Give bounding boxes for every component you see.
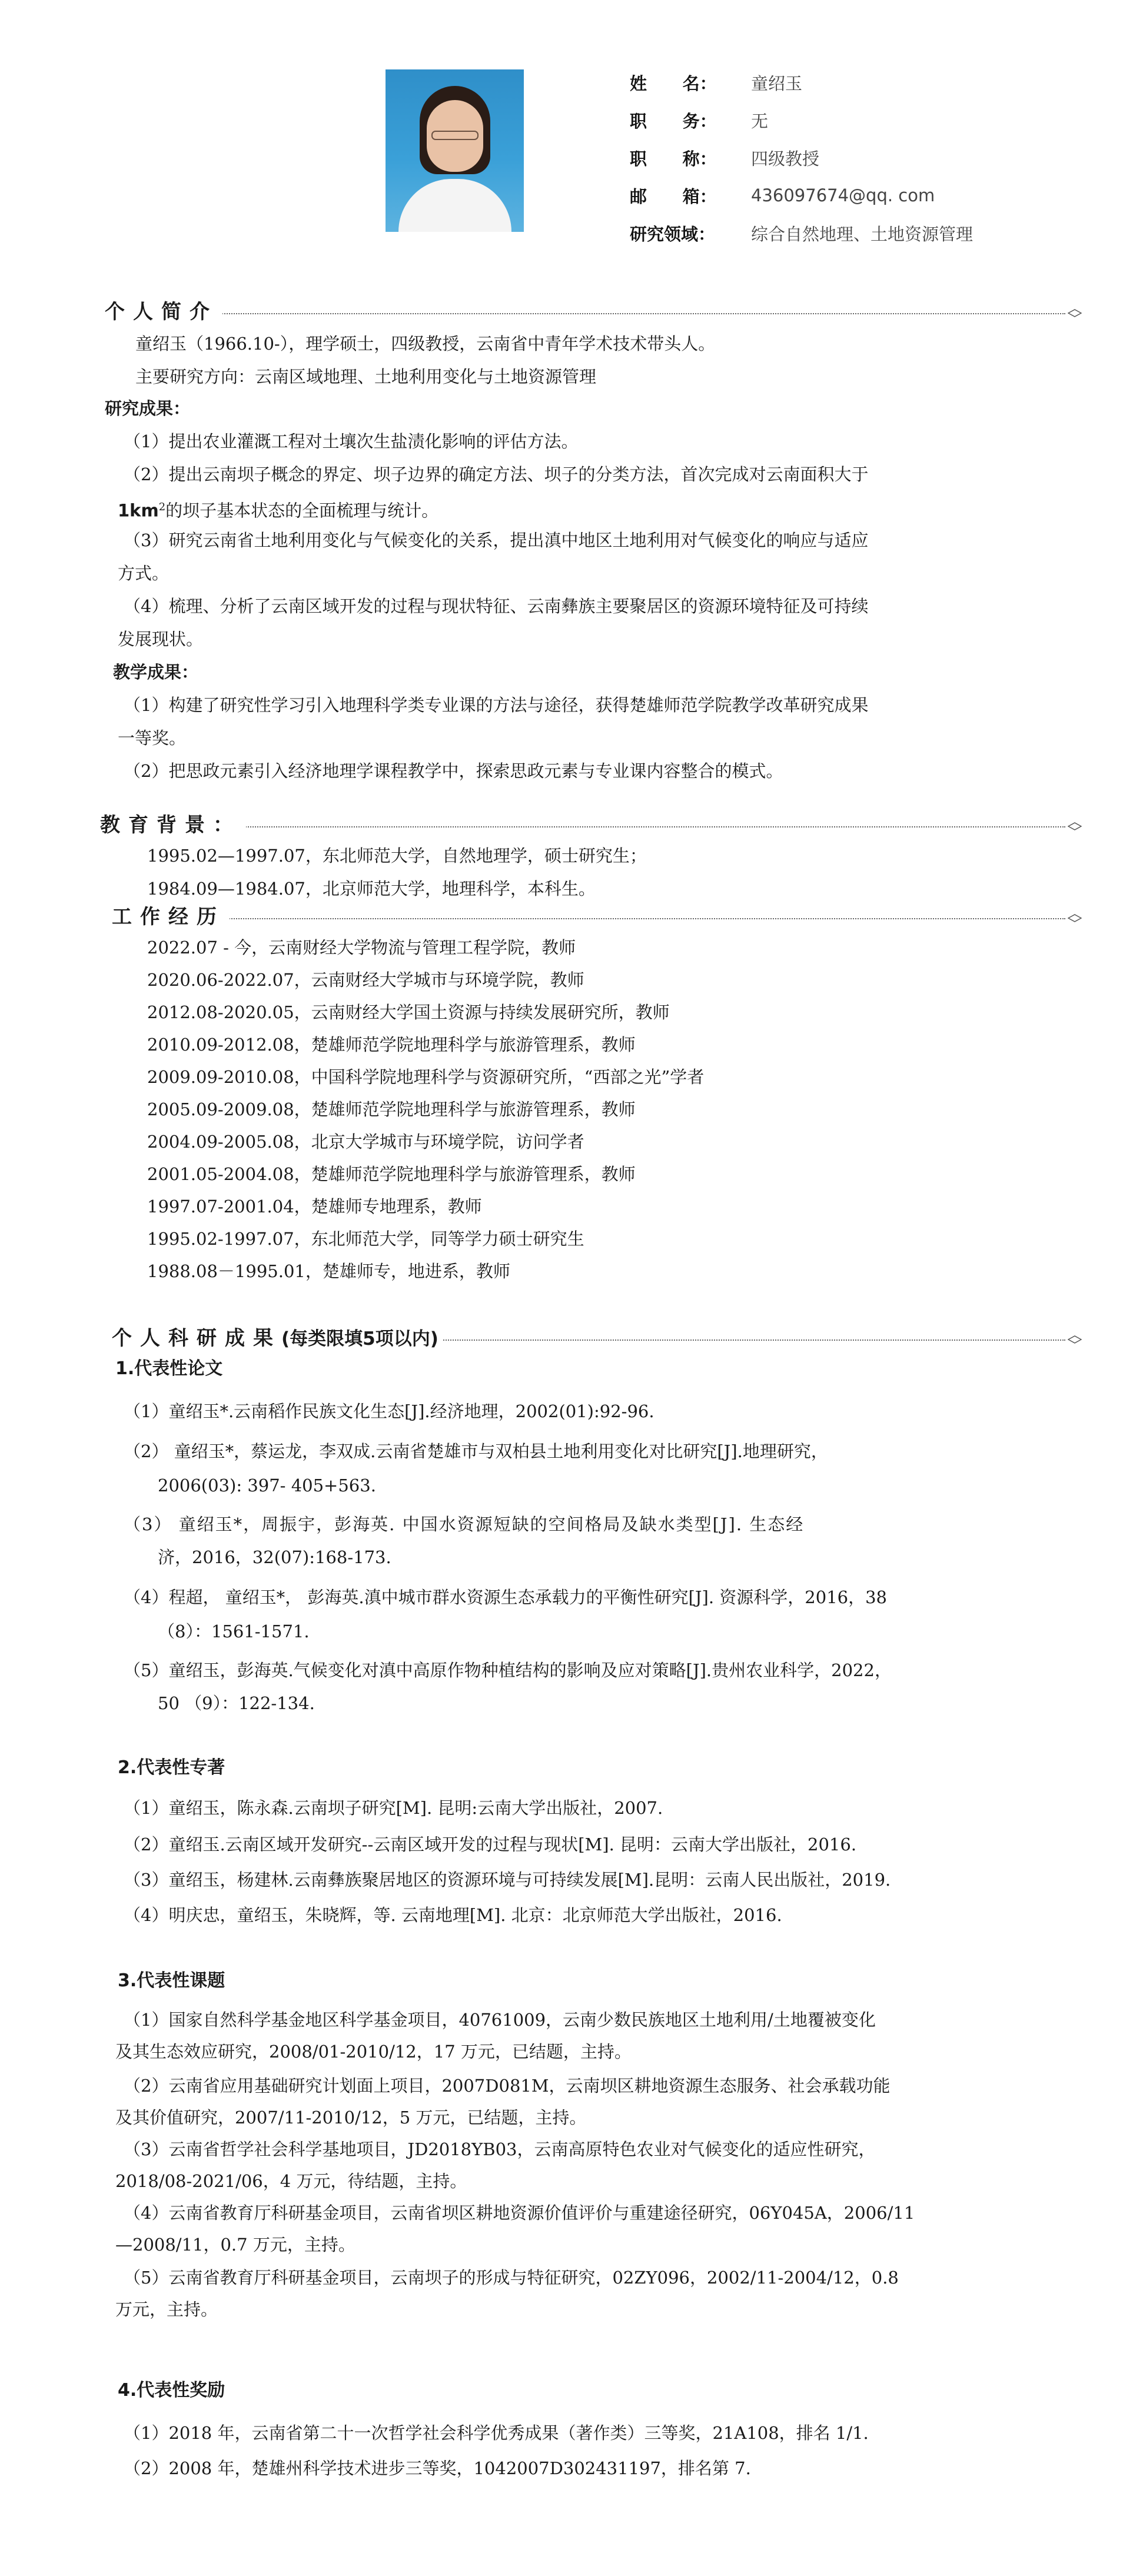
award-item: （2）2008 年，楚雄州科学技术进步三等奖，1042007D302431197，排名第 7. (124, 2458, 751, 2478)
books-heading: 2.代表性专著 (118, 1757, 225, 1778)
diamond-end-icon (1068, 914, 1082, 922)
project-item: （1）国家自然科学基金地区科学基金项目，40761009，云南少数民族地区土地利用/土地覆被变化 (124, 2010, 876, 2030)
title-label: 职 称： (630, 148, 717, 169)
intro-line: （1）提出农业灌溉工程对土壤次生盐渍化影响的评估方法。 (124, 431, 579, 451)
education-item: 1995.02—1997.07，东北师范大学，自然地理学，硕士研究生； (147, 846, 647, 866)
paper-item: 50 （9）：122-134. (158, 1693, 315, 1713)
diamond-end-icon (1068, 822, 1082, 830)
position-label: 职 务： (630, 111, 717, 131)
projects-heading: 3.代表性课题 (118, 1970, 225, 1991)
profile-info (630, 64, 973, 252)
project-item: （3）云南省哲学社会科学基地项目，JD2018YB03，云南高原特色农业对气候变化的适应性研究， (124, 2139, 876, 2159)
field-row (630, 214, 973, 252)
work-item: 2009.09-2010.08，中国科学院地理科学与资源研究所，“西部之光”学者 (147, 1067, 705, 1087)
award-item: （1）2018 年，云南省第二十一次哲学社会科学优秀成果（著作类）三等奖，21A108，排名 1/1. (124, 2423, 869, 2443)
work-item: 2022.07 - 今，云南财经大学物流与管理工程学院，教师 (147, 938, 576, 958)
intro-line: （2）提出云南坝子概念的界定、坝子边界的确定方法、坝子的分类方法，首次完成对云南面积大于 (124, 464, 869, 484)
project-item: 万元，主持。 (115, 2299, 218, 2319)
project-item: 及其生态效应研究，2008/01-2010/12，17 万元，已结题，主持。 (115, 2042, 632, 2062)
name-label: 姓 名： (630, 73, 717, 94)
section-title (112, 1324, 443, 1353)
area-unit: 1km (118, 500, 159, 521)
paper-item: （2） 童绍玉*，蔡运龙，李双成.云南省楚雄市与双柏县土地利用变化对比研究[J].地理研究， (124, 1441, 828, 1461)
book-item: （1）童绍玉，陈永森.云南坝子研究[M]. 昆明:云南大学出版社，2007. (124, 1798, 663, 1818)
intro-line: 方式。 (118, 563, 170, 583)
project-item: —2008/11，0.7 万元，主持。 (115, 2235, 355, 2255)
awards-heading: 4.代表性奖励 (118, 2380, 225, 2401)
research-results-heading: 研究成果： (105, 398, 191, 418)
section-title: 教育背景： (100, 811, 246, 839)
paper-item: （1）童绍玉*.云南稻作民族文化生态[J].经济地理，2002(01):92-96. (124, 1401, 654, 1421)
section-title-text: 个人科研成果 (112, 1327, 281, 1350)
section-title: 工作经历 (112, 903, 230, 931)
email-row (630, 177, 973, 214)
field-value: 综合自然地理、土地资源管理 (751, 224, 973, 244)
section-intro-header (105, 298, 1082, 326)
work-item: 1988.08－1995.01，楚雄师专，地进系，教师 (147, 1261, 510, 1281)
work-item: 2001.05-2004.08，楚雄师范学院地理科学与旅游管理系，教师 (147, 1164, 636, 1184)
intro-line: 童绍玉（1966.10-），理学硕士，四级教授，云南省中青年学术技术带头人。 (135, 334, 716, 354)
name-value: 童绍玉 (751, 73, 803, 94)
intro-line: 一等奖。 (118, 728, 187, 748)
intro-line: （3）研究云南省土地利用变化与气候变化的关系，提出滇中地区土地利用对气候变化的响应与适应 (124, 530, 869, 550)
teaching-results-heading: 教学成果： (113, 662, 199, 682)
paper-item: （4）程超， 童绍玉*， 彭海英.滇中城市群水资源生态承载力的平衡性研究[J]. 资源科学，2016，38 (124, 1587, 888, 1607)
name-row (630, 64, 973, 101)
intro-line-rest: 的坝子基本状态的全面梳理与统计。 (165, 500, 439, 521)
divider (105, 313, 1065, 314)
paper-item: 济，2016，32(07):168-173. (158, 1547, 391, 1567)
section-title: 个人简介 (105, 298, 222, 326)
work-item: 2004.09-2005.08，北京大学城市与环境学院，访问学者 (147, 1132, 584, 1152)
area-unit-exponent: 2 (158, 501, 166, 513)
work-item: 1997.07-2001.04，楚雄师专地理系，教师 (147, 1196, 482, 1216)
project-item: （4）云南省教育厅科研基金项目，云南省坝区耕地资源价值评价与重建途径研究，06Y045A，2006/11 (124, 2203, 915, 2223)
position-value: 无 (751, 111, 769, 131)
title-value: 四级教授 (751, 148, 820, 169)
papers-heading: 1.代表性论文 (115, 1358, 223, 1379)
email-label: 邮 箱： (630, 186, 717, 207)
intro-line: （4）梳理、分析了云南区域开发的过程与现状特征、云南彝族主要聚居区的资源环境特征及可持续 (124, 596, 869, 616)
project-item: （2）云南省应用基础研究计划面上项目，2007D081M，云南坝区耕地资源生态服务、社会承载功能 (124, 2076, 891, 2096)
project-item: 及其价值研究，2007/11-2010/12，5 万元，已结题，主持。 (115, 2108, 587, 2128)
section-research-header (112, 1324, 1082, 1352)
section-work-header (112, 903, 1082, 931)
work-item: 2005.09-2009.08，楚雄师范学院地理科学与旅游管理系，教师 (147, 1099, 636, 1119)
paper-item: 2006(03): 397- 405+563. (158, 1475, 376, 1495)
work-item: 2010.09-2012.08，楚雄师范学院地理科学与旅游管理系，教师 (147, 1035, 636, 1055)
paper-item: （3） 童绍玉*，周振宇，彭海英. 中国水资源短缺的空间格局及缺水类型[J]. 生态经 (124, 1514, 805, 1534)
divider (112, 918, 1065, 919)
book-item: （4）明庆忠，童绍玉，朱晓辉，等. 云南地理[M]. 北京：北京师范大学出版社，2016. (124, 1905, 782, 1925)
title-row (630, 139, 973, 177)
project-item: （5）云南省教育厅科研基金项目，云南坝子的形成与特征研究，02ZY096，2002/11-2004/12，0.8 (124, 2268, 899, 2288)
section-note: (每类限填5项以内) (281, 1328, 438, 1350)
email-value[interactable]: 436097674@qq. com (751, 185, 935, 205)
position-row (630, 101, 973, 139)
education-item: 1984.09—1984.07，北京师范大学，地理科学，本科生。 (147, 879, 596, 899)
field-label: 研究领域： (630, 224, 716, 244)
project-item: 2018/08-2021/06，4 万元，待结题，主持。 (115, 2171, 467, 2191)
work-item: 2012.08-2020.05，云南财经大学国土资源与持续发展研究所，教师 (147, 1002, 670, 1022)
intro-line: （2）把思政元素引入经济地理学课程教学中，探索思政元素与专业课内容整合的模式。 (124, 761, 783, 781)
intro-line: 主要研究方向：云南区域地理、土地利用变化与土地资源管理 (135, 367, 597, 387)
intro-line (118, 491, 438, 527)
diamond-end-icon (1068, 309, 1082, 317)
section-education-header (100, 811, 1082, 839)
paper-item: （5）童绍玉，彭海英.气候变化对滇中高原作物种植结构的影响及应对策略[J].贵州农业科学，2022， (124, 1660, 892, 1680)
intro-line: 发展现状。 (118, 629, 204, 649)
book-item: （3）童绍玉，杨建林.云南彝族聚居地区的资源环境与可持续发展[M].昆明：云南人民出版社，2019. (124, 1870, 891, 1890)
profile-photo (386, 69, 524, 232)
book-item: （2）童绍玉.云南区域开发研究--云南区域开发的过程与现状[M]. 昆明：云南大学出版社，2016. (124, 1834, 857, 1854)
work-item: 2020.06-2022.07，云南财经大学城市与环境学院，教师 (147, 970, 584, 990)
diamond-end-icon (1068, 1335, 1082, 1344)
intro-line: （1）构建了研究性学习引入地理科学类专业课的方法与途径，获得楚雄师范学院教学改革研究成果 (124, 695, 869, 715)
work-item: 1995.02-1997.07，东北师范大学，同等学力硕士研究生 (147, 1229, 584, 1249)
paper-item: （8）：1561-1571. (158, 1621, 310, 1641)
